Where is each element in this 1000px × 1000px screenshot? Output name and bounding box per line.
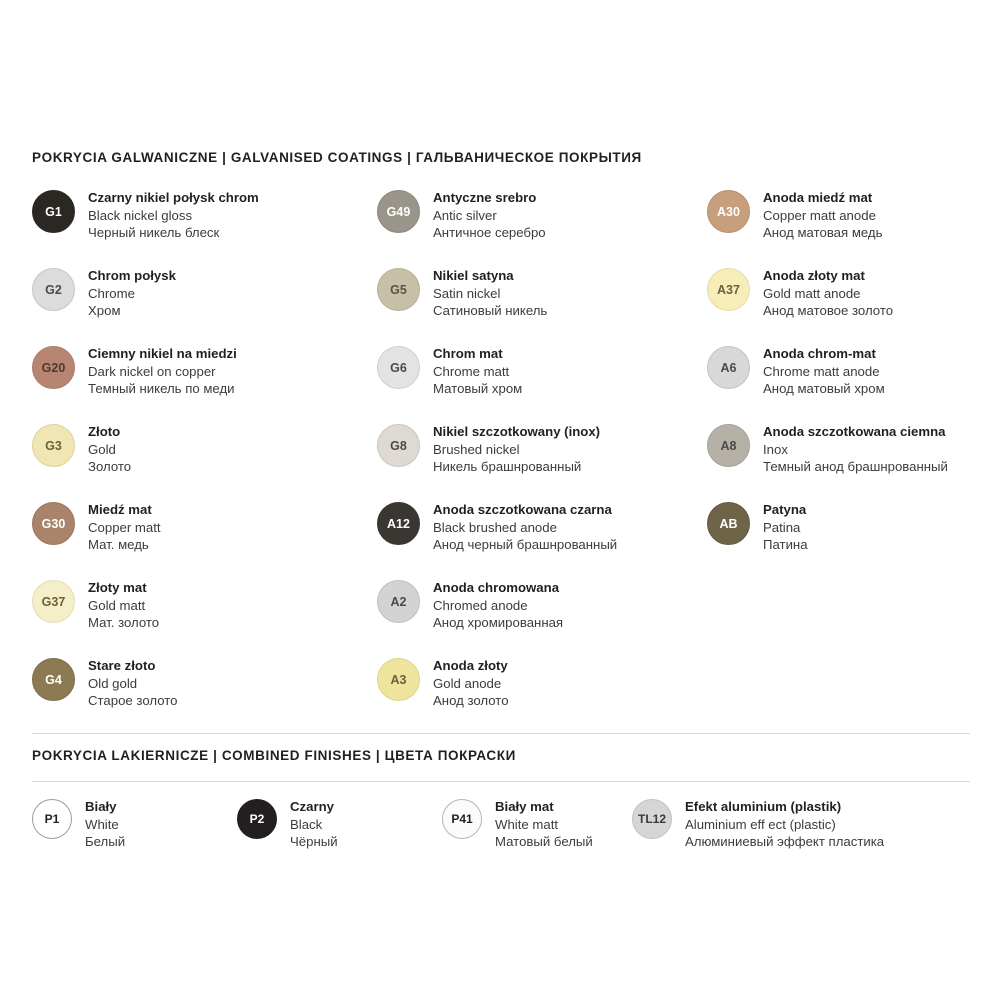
label-ru: Патина [763, 537, 808, 553]
list-item [707, 499, 970, 577]
label-pl: Antyczne srebro [433, 190, 537, 205]
label-ru: Анод золото [433, 693, 509, 709]
label-ru: Анод матовая медь [763, 225, 883, 241]
item-labels [88, 421, 131, 476]
label-ru: Хром [88, 303, 121, 319]
item-labels [433, 499, 617, 554]
label-pl: Nikiel satyna [433, 268, 514, 283]
label-pl: Biały [85, 799, 117, 814]
label-en: Copper matt anode [763, 207, 876, 223]
label-en: Chrome matt [433, 363, 510, 379]
swatch-g5: G5 [377, 268, 420, 311]
item-labels [290, 796, 338, 851]
label-en: Patina [763, 519, 801, 535]
label-pl: Ciemny nikiel na miedzi [88, 346, 237, 361]
label-pl: Czarny nikiel połysk chrom [88, 190, 259, 205]
list-item [707, 265, 970, 343]
label-ru: Анод матовый хром [763, 381, 885, 397]
swatch-g2: G2 [32, 268, 75, 311]
swatch-g3: G3 [32, 424, 75, 467]
list-item [237, 796, 442, 851]
item-labels [433, 421, 600, 476]
list-item [707, 421, 970, 499]
swatch-p2: P2 [237, 799, 277, 839]
list-item [377, 343, 707, 421]
label-pl: Czarny [290, 799, 334, 814]
label-en: Antic silver [433, 207, 497, 223]
item-labels [433, 655, 509, 710]
swatch-g8: G8 [377, 424, 420, 467]
item-labels [88, 187, 259, 242]
item-labels [763, 343, 885, 398]
label-ru: Белый [85, 834, 126, 850]
label-en: Old gold [88, 675, 138, 691]
item-labels [495, 796, 593, 851]
swatch-a37: A37 [707, 268, 750, 311]
label-ru: Анод матовое золото [763, 303, 894, 319]
label-en: Brushed nickel [433, 441, 520, 457]
label-pl: Anoda miedź mat [763, 190, 873, 205]
swatch-g4: G4 [32, 658, 75, 701]
list-item [32, 265, 377, 343]
label-en: Black [290, 816, 323, 832]
item-labels [433, 187, 546, 242]
label-en: Gold [88, 441, 116, 457]
list-item [442, 796, 632, 851]
label-pl: Efekt aluminium (plastik) [685, 799, 842, 814]
label-pl: Patyna [763, 502, 807, 517]
galvanised-column-2 [377, 187, 707, 733]
item-labels [88, 655, 177, 710]
galvanised-column-1 [32, 187, 377, 733]
item-labels [88, 577, 159, 632]
label-en: Black nickel gloss [88, 207, 193, 223]
lacquer-section-title: POKRYCIA LAKIERNICZE | COMBINED FINISHES | ЦВЕТА ПОКРАСКИ [32, 748, 516, 763]
swatch-a12: A12 [377, 502, 420, 545]
label-ru: Чёрный [290, 834, 338, 850]
item-labels [763, 187, 883, 242]
item-labels [88, 265, 176, 320]
label-en: Chromed anode [433, 597, 528, 613]
item-labels [763, 265, 893, 320]
list-item [377, 421, 707, 499]
label-en: Gold matt [88, 597, 146, 613]
label-ru: Мат. золото [88, 615, 160, 631]
list-item [32, 187, 377, 265]
lacquer-grid [32, 796, 970, 851]
swatch-p41: P41 [442, 799, 482, 839]
swatch-a6: A6 [707, 346, 750, 389]
list-item [32, 421, 377, 499]
item-labels [433, 343, 522, 398]
label-en: Black brushed anode [433, 519, 557, 535]
label-ru: Алюминиевый эффект пластика [685, 834, 885, 850]
label-pl: Stare złoto [88, 658, 156, 673]
label-en: Gold matt anode [763, 285, 861, 301]
label-ru: Матовый хром [433, 381, 523, 397]
item-labels [763, 421, 948, 476]
list-item [707, 343, 970, 421]
label-pl: Chrom mat [433, 346, 503, 361]
label-ru: Темный анод брашнрованный [763, 459, 948, 475]
swatch-g37: G37 [32, 580, 75, 623]
swatch-g30: G30 [32, 502, 75, 545]
label-en: Copper matt [88, 519, 161, 535]
label-pl: Chrom połysk [88, 268, 176, 283]
label-pl: Biały mat [495, 799, 554, 814]
label-en: Chrome matt anode [763, 363, 880, 379]
section-divider-top [32, 733, 970, 734]
swatch-a3: A3 [377, 658, 420, 701]
list-item [377, 655, 707, 733]
list-item [32, 796, 237, 851]
label-ru: Анод хромированная [433, 615, 564, 631]
label-ru: Золото [88, 459, 132, 475]
label-en: Aluminium eff ect (plastic) [685, 816, 836, 832]
list-item [707, 187, 970, 265]
label-pl: Miedź mat [88, 502, 152, 517]
swatch-g6: G6 [377, 346, 420, 389]
galvanised-column-3 [707, 187, 970, 733]
list-item [32, 655, 377, 733]
list-item [632, 796, 970, 851]
swatch-a2: A2 [377, 580, 420, 623]
list-item [377, 577, 707, 655]
swatch-g1: G1 [32, 190, 75, 233]
list-item [32, 577, 377, 655]
item-labels [88, 343, 237, 398]
list-item [377, 265, 707, 343]
swatch-a8: A8 [707, 424, 750, 467]
label-pl: Złoty mat [88, 580, 147, 595]
label-ru: Никель брашнрованный [433, 459, 582, 475]
label-en: White matt [495, 816, 559, 832]
label-pl: Anoda chromowana [433, 580, 560, 595]
swatch-tl12: TL12 [632, 799, 672, 839]
label-pl: Anoda chrom-mat [763, 346, 876, 361]
label-pl: Anoda szczotkowana czarna [433, 502, 612, 517]
item-labels [763, 499, 808, 554]
list-item [32, 343, 377, 421]
list-item [32, 499, 377, 577]
section-divider-bottom [32, 781, 970, 782]
label-ru: Античное серебро [433, 225, 546, 241]
label-ru: Сатиновый никель [433, 303, 548, 319]
galvanised-section-title: POKRYCIA GALWANICZNE | GALVANISED COATINGS | ГАЛЬВАНИЧЕСКОЕ ПОКРЫТИЯ [32, 150, 642, 165]
label-pl: Anoda szczotkowana ciemna [763, 424, 946, 439]
item-labels [88, 499, 161, 554]
label-pl: Nikiel szczotkowany (inox) [433, 424, 601, 439]
label-pl: Anoda złoty [433, 658, 508, 673]
swatch-ab: AB [707, 502, 750, 545]
list-item [377, 187, 707, 265]
label-pl: Złoto [88, 424, 121, 439]
item-labels [433, 265, 547, 320]
galvanised-grid [32, 187, 970, 733]
label-ru: Темный никель по меди [88, 381, 235, 397]
swatch-p1: P1 [32, 799, 72, 839]
label-en: Inox [763, 441, 788, 457]
item-labels [85, 796, 125, 851]
label-en: Dark nickel on copper [88, 363, 216, 379]
item-labels [685, 796, 884, 851]
swatch-a30: A30 [707, 190, 750, 233]
list-item [377, 499, 707, 577]
swatch-g49: G49 [377, 190, 420, 233]
item-labels [433, 577, 563, 632]
label-ru: Черный никель блеск [88, 225, 220, 241]
label-en: Chrome [88, 285, 135, 301]
label-ru: Анод черный брашнрованный [433, 537, 618, 553]
label-ru: Матовый белый [495, 834, 593, 850]
label-en: Satin nickel [433, 285, 501, 301]
swatch-g20: G20 [32, 346, 75, 389]
label-ru: Мат. медь [88, 537, 149, 553]
label-pl: Anoda złoty mat [763, 268, 865, 283]
label-en: Gold anode [433, 675, 502, 691]
label-ru: Старое золото [88, 693, 178, 709]
label-en: White [85, 816, 119, 832]
